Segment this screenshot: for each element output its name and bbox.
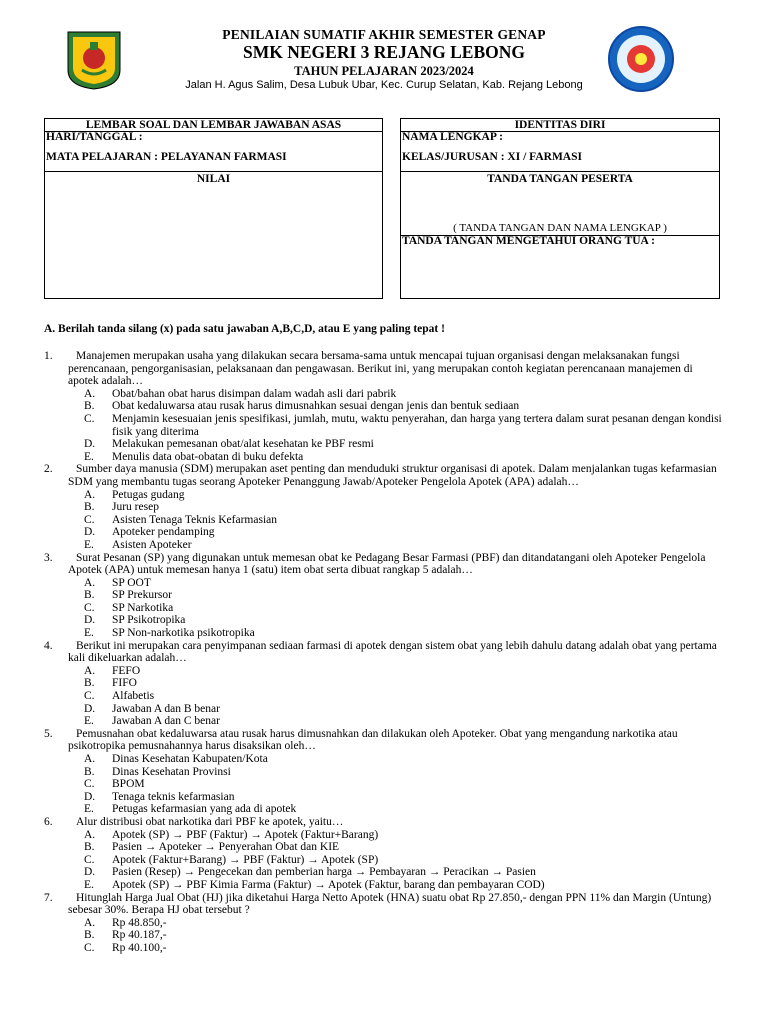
student-signature-label: TANDA TANGAN PESERTA	[487, 173, 633, 185]
option-letter: C.	[84, 601, 95, 614]
divider	[401, 171, 719, 172]
option-text: Dinas Kesehatan Provinsi	[112, 765, 231, 778]
answer-option[interactable]	[44, 589, 724, 602]
option-text: Rp 40.100,-	[112, 941, 167, 954]
option-letter: A.	[84, 664, 96, 677]
option-letter: E.	[84, 538, 94, 551]
option-text: BPOM	[112, 778, 145, 791]
option-letter: A.	[84, 916, 96, 929]
answer-option[interactable]	[44, 526, 724, 539]
answer-option[interactable]	[44, 514, 724, 527]
option-text: SP Prekursor	[112, 589, 172, 602]
answer-option[interactable]	[44, 929, 724, 942]
answer-option[interactable]	[44, 577, 724, 590]
question-item	[44, 463, 724, 488]
option-letter: B.	[84, 400, 95, 413]
option-text: FEFO	[112, 664, 141, 677]
question-item	[44, 552, 724, 577]
option-letter: C.	[84, 853, 95, 866]
option-letter: A.	[84, 753, 96, 765]
option-text: Menjamin kesesuaian jenis spesifikasi, jumlah, mutu, waktu penyerahan, dan harga yang tertera dalam surat pesanan dengan kondisi fisik yang diterima	[112, 412, 722, 438]
question-number: 3.	[44, 551, 53, 564]
option-letter: E.	[84, 878, 94, 891]
option-letter: A.	[84, 488, 96, 501]
option-letter: E.	[84, 803, 94, 816]
option-text: SP Narkotika	[112, 601, 174, 614]
question-number: 1.	[44, 350, 53, 362]
answer-sheet-title: LEMBAR SOAL DAN LEMBAR JAWABAN ASAS	[85, 119, 342, 131]
answer-option[interactable]	[44, 627, 724, 640]
question-item	[44, 816, 724, 829]
option-text: Obat kedaluwarsa atau rusak harus dimusnahkan sesuai dengan jenis dan bentuk sediaan	[112, 400, 520, 413]
answer-option[interactable]	[44, 715, 724, 728]
score-field[interactable]	[45, 187, 382, 297]
option-text: Asisten Tenaga Teknis Kefarmasian	[112, 513, 277, 526]
option-letter: D.	[84, 790, 96, 803]
option-letter: D.	[84, 438, 96, 451]
answer-option[interactable]	[44, 791, 724, 804]
option-letter: C.	[84, 513, 95, 526]
option-text: Jawaban A dan C benar	[112, 715, 220, 728]
day-date-label: HARI/TANGGAL :	[46, 131, 143, 143]
option-letter: E.	[84, 450, 94, 463]
option-text: Tenaga teknis kefarmasian	[112, 790, 235, 803]
answer-sheet-box	[44, 118, 383, 299]
option-text: Melakukan pemesanan obat/alat kesehatan ke PBF resmi	[112, 438, 374, 451]
full-name-label: NAMA LENGKAP :	[402, 131, 503, 143]
answer-option[interactable]	[44, 942, 724, 955]
answer-option[interactable]	[44, 413, 724, 438]
option-text: Dinas Kesehatan Kabupaten/Kota	[112, 753, 268, 765]
option-text: Asisten Apoteker	[112, 538, 192, 551]
document-header	[0, 22, 768, 100]
identity-box	[400, 118, 720, 299]
option-text: SP Psikotropika	[112, 614, 186, 627]
option-text: Apoteker pendamping	[112, 526, 215, 539]
question-stem: Hitunglah Harga Jual Obat (HJ) jika diketahui Harga Netto Apotek (HNA) suatu obat Rp 27.850,- dengan PPN 11% dan Margin (Untung) sebesar 30%. Berapa HJ obat tersebut ?	[68, 891, 712, 917]
question-stem: Berikut ini merupakan cara penyimpanan sediaan farmasi di apotek dengan sistem obat yang lebih dahulu datang adalah obat yang pertama kali dikeluarkan adalah…	[68, 639, 717, 665]
signature-note: ( TANDA TANGAN DAN NAMA LENGKAP )	[453, 222, 667, 234]
option-letter: B.	[84, 841, 95, 854]
answer-option[interactable]	[44, 602, 724, 615]
option-letter: B.	[84, 589, 95, 602]
option-letter: A.	[84, 576, 96, 589]
answer-option[interactable]	[44, 766, 724, 779]
score-label: NILAI	[196, 173, 231, 185]
question-stem: Alur distribusi obat narkotika dari PBF ke apotek, yaitu…	[76, 815, 344, 828]
option-text: FIFO	[112, 677, 137, 690]
answer-option[interactable]	[44, 539, 724, 552]
answer-option[interactable]	[44, 917, 724, 930]
option-text: Apotek (SP) → PBF Kimia Farma (Faktur) → Apotek (Faktur, barang dan pembayaran COD)	[112, 878, 545, 891]
option-letter: B.	[84, 677, 95, 690]
section-a-instruction: A. Berilah tanda silang (x) pada satu jawaban A,B,C,D, atau E yang paling tepat !	[44, 323, 445, 335]
school-address: Jalan H. Agus Salim, Desa Lubuk Ubar, Kec. Curup Selatan, Kab. Rejang Lebong	[185, 79, 583, 91]
school-logo	[606, 25, 676, 93]
answer-option[interactable]	[44, 451, 724, 464]
question-stem: Surat Pesanan (SP) yang digunakan untuk memesan obat ke Pedagang Besar Farmasi (PBF) dan ditandatangani oleh Apoteker Pengelola Apotek (APA) untuk memesan hanya 1 (satu) item obat serta dibuat rangkap 5 adalah…	[68, 551, 706, 577]
answer-option[interactable]	[44, 438, 724, 451]
option-letter: D.	[84, 526, 96, 539]
answer-option[interactable]	[44, 703, 724, 716]
answer-option[interactable]	[44, 677, 724, 690]
answer-option[interactable]	[44, 778, 724, 791]
identity-title: IDENTITAS DIRI	[514, 119, 606, 131]
option-letter: C.	[84, 941, 95, 954]
option-text: Petugas gudang	[112, 488, 185, 501]
exam-title: PENILAIAN SUMATIF AKHIR SEMESTER GENAP	[222, 27, 546, 42]
option-text: Jawaban A dan B benar	[112, 702, 220, 715]
option-text: SP OOT	[112, 576, 151, 589]
option-text: Pasien → Apoteker → Penyerahan Obat dan KIE	[112, 841, 340, 854]
answer-option[interactable]	[44, 854, 724, 867]
question-list	[44, 350, 724, 955]
answer-option[interactable]	[44, 665, 724, 678]
answer-option[interactable]	[44, 829, 724, 842]
question-item	[44, 350, 724, 388]
answer-option[interactable]	[44, 753, 724, 766]
option-text: Pasien (Resep) → Pengecekan dan pemberian harga → Pembayaran → Peracikan → Pasien	[112, 866, 536, 879]
option-text: Obat/bahan obat harus disimpan dalam wadah asli dari pabrik	[112, 387, 397, 400]
option-letter: D.	[84, 702, 96, 715]
option-text: Alfabetis	[112, 690, 155, 703]
answer-option[interactable]	[44, 879, 724, 892]
answer-option[interactable]	[44, 388, 724, 401]
option-text: Menulis data obat-obatan di buku defekta	[112, 450, 304, 463]
question-stem: Sumber daya manusia (SDM) merupakan aset penting dan menduduki struktur organisasi di apotek. Dalam menjalankan tugas kefarmasian SDM yang membantu tugas seorang Apoteker Penanggung Jawab/Apoteker Pengelola Apotek (APA) adalah…	[68, 463, 717, 488]
option-letter: E.	[84, 627, 94, 640]
question-stem: Pemusnahan obat kedaluwarsa atau rusak harus dimusnahkan dan dilakukan oleh Apoteker. Obat yang mengandung narkotika atau psikotropika pemusnahannya harus disaksikan oleh…	[68, 727, 678, 753]
answer-option[interactable]	[44, 866, 724, 879]
question-number: 6.	[44, 815, 53, 828]
option-text: Rp 48.850,-	[112, 916, 167, 929]
question-item	[44, 728, 724, 753]
option-text: Rp 40.187,-	[112, 929, 167, 942]
question-number: 7.	[44, 891, 53, 904]
option-letter: C.	[84, 412, 95, 425]
option-letter: A.	[84, 828, 96, 841]
option-letter: C.	[84, 778, 95, 791]
question-stem: Manajemen merupakan usaha yang dilakukan secara bersama-sama untuk mencapai tujuan organisasi dengan melaksanakan fungsi perencanaan, pengorganisasian, pelaksanaan dan pengawasan. Berikut ini, yang merupakan contoh kegiatan perencanaan manajemen di apotek adalah…	[68, 350, 693, 388]
option-text: Apotek (Faktur+Barang) → PBF (Faktur) → Apotek (SP)	[112, 853, 379, 866]
option-letter: E.	[84, 715, 94, 728]
question-number: 4.	[44, 639, 53, 652]
option-text: Apotek (SP) → PBF (Faktur) → Apotek (Faktur+Barang)	[112, 828, 379, 841]
answer-option[interactable]	[44, 803, 724, 816]
answer-option[interactable]	[44, 841, 724, 854]
subject-label: MATA PELAJARAN : PELAYANAN FARMASI	[46, 151, 287, 163]
option-letter: B.	[84, 501, 95, 514]
school-name: SMK NEGERI 3 REJANG LEBONG	[243, 42, 525, 62]
question-item	[44, 892, 724, 917]
option-text: SP Non-narkotika psikotropika	[112, 627, 255, 640]
parent-signature-label: TANDA TANGAN MENGETAHUI ORANG TUA :	[402, 235, 655, 247]
question-item	[44, 640, 724, 665]
class-major-label: KELAS/JURUSAN : XI / FARMASI	[402, 151, 582, 163]
option-letter: D.	[84, 866, 96, 879]
option-letter: A.	[84, 387, 96, 400]
divider	[45, 171, 382, 172]
option-letter: B.	[84, 929, 95, 942]
question-number: 5.	[44, 727, 53, 740]
question-number: 2.	[44, 463, 53, 476]
option-text: Petugas kefarmasian yang ada di apotek	[112, 803, 297, 816]
answer-option[interactable]	[44, 501, 724, 514]
academic-year: TAHUN PELAJARAN 2023/2024	[294, 64, 474, 78]
answer-option[interactable]	[44, 690, 724, 703]
option-letter: B.	[84, 765, 95, 778]
option-text: Juru resep	[112, 501, 159, 514]
option-letter: D.	[84, 614, 96, 627]
answer-option[interactable]	[44, 400, 724, 413]
answer-option[interactable]	[44, 489, 724, 502]
answer-option[interactable]	[44, 614, 724, 627]
option-letter: C.	[84, 690, 95, 703]
